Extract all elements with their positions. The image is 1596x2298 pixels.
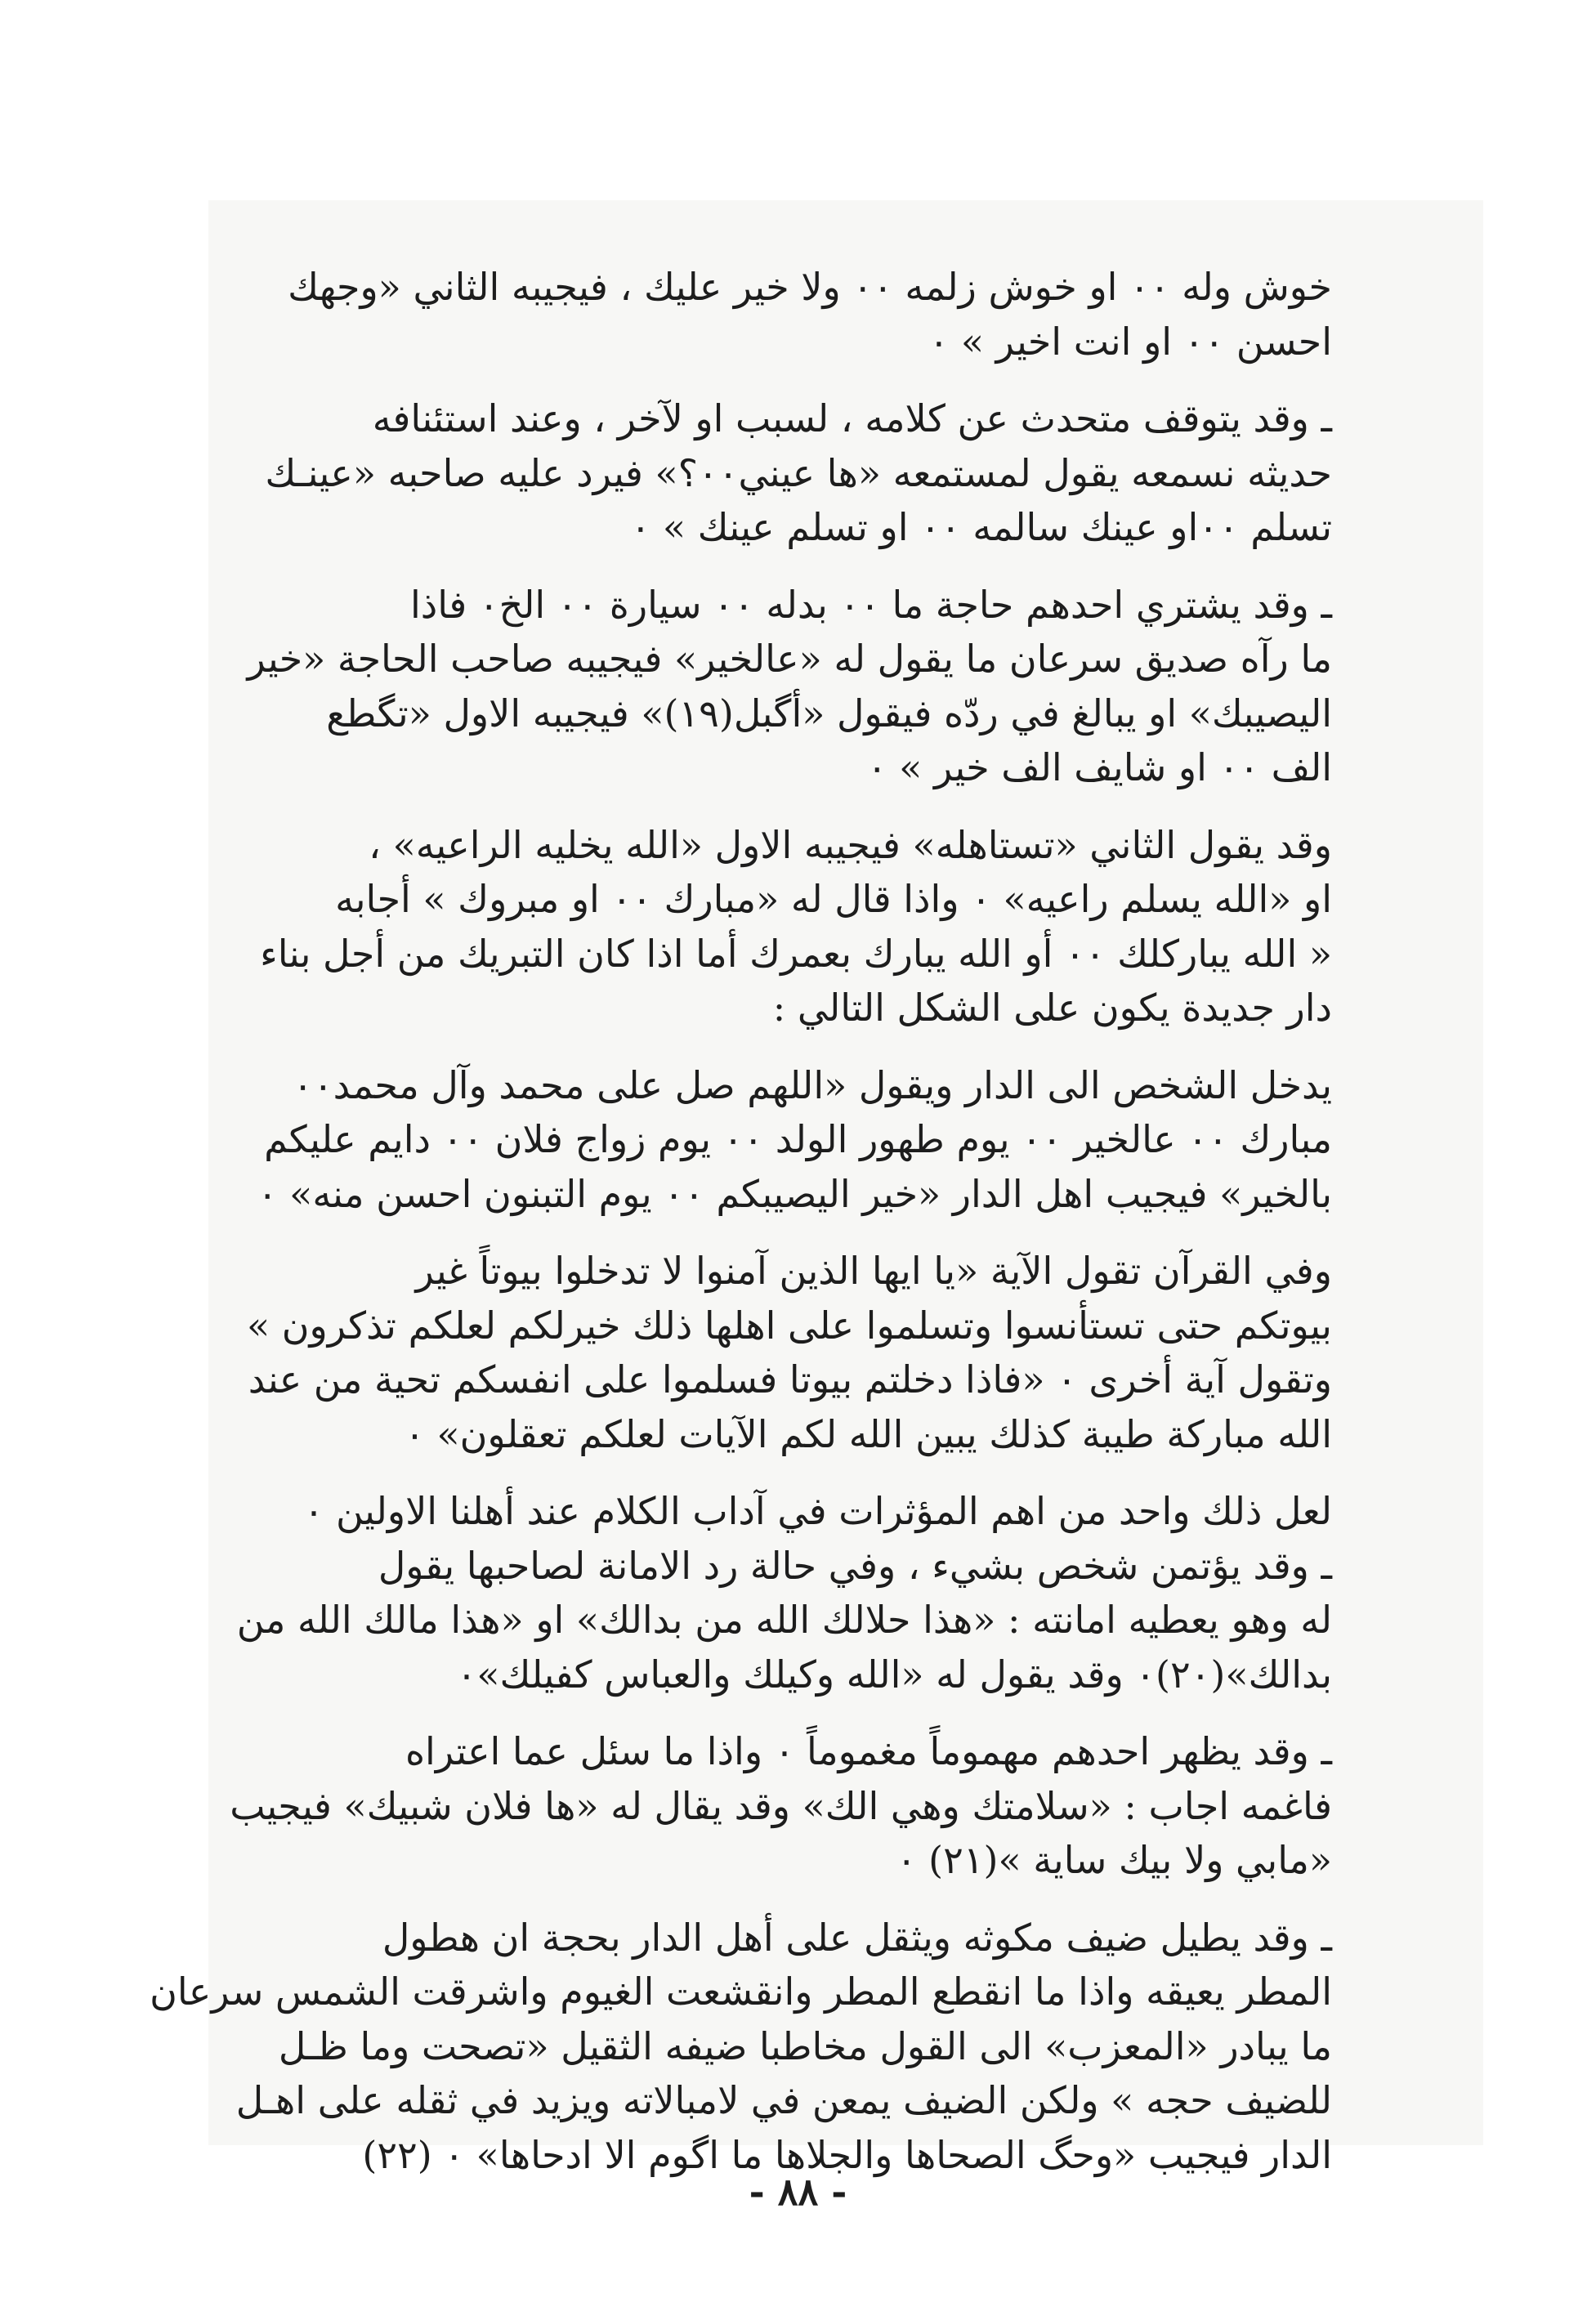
text-line: الله مباركة طيبة كذلك يبين الله لكم الآيات لعلكم تعقلون» ٠: [405, 1411, 1332, 1456]
paragraph-gap: [270, 795, 1332, 818]
text-line: ـ وقد يطيل ضيف مكوثه ويثقل على أهل الدار بحجة ان هطول: [382, 1915, 1332, 1960]
text-line: «مابي ولا بيك ساية »(٢١) ٠: [896, 1838, 1332, 1882]
text-line: وقد يقول الثاني «تستاهله» فيجيبه الاول «الله يخليه الراعيه» ،: [369, 822, 1332, 867]
text-line: بيوتكم حتى تستأنسوا وتسلموا على اهلها ذلك خيرلكم لعلكم تذكرون »: [246, 1303, 1332, 1348]
text-line: فاغمه اجاب : «سلامتك وهي الك» وقد يقال له «ها فلان شبيك» فيجيب: [230, 1783, 1332, 1828]
text-line: الدار فيجيب «وحگ الصحاها والجلاها ما اگوم الا ادحاها» ٠ (٢٢): [362, 2132, 1332, 2177]
text-line: مبارك ٠٠ عالخير ٠٠ يوم طهور الولد ٠٠ يوم زواج فلان ٠٠ دايم عليكم: [264, 1117, 1332, 1161]
text-line: اليصيبك» او يبالغ في ردّه فيقول «أگبل(١٩)» فيجيبه الاول «تگطع: [326, 691, 1332, 735]
text-line: وفي القرآن تقول الآية «يا ايها الذين آمنوا لا تدخلوا بيوتاً غير: [415, 1249, 1332, 1293]
paragraph-gap: [270, 369, 1332, 391]
paragraph: [270, 260, 1332, 369]
text-line: للضيف حجه » ولكن الضيف يمعن في لامبالاته ويزيد في ثقله على اهـل: [235, 2078, 1332, 2122]
paragraph: [236, 1539, 1332, 1702]
paragraph-gap: [270, 1461, 1332, 1484]
text-line: ما رآه صديق سرعان ما يقول له «عالخير» فيجيبه صاحب الحاجة «خير: [247, 637, 1332, 681]
paragraph-gap: [270, 1888, 1332, 1911]
text-line: بدالك»(٢٠)٠ وقد يقول له «الله وكيلك والعباس كفيلك»٠: [456, 1652, 1332, 1697]
text-line: تسلم ٠٠او عينك سالمه ٠٠ او تسلم عينك » ٠: [630, 505, 1332, 549]
text-line: يدخل الشخص الى الدار ويقول «اللهم صل على محمد وآل محمد٠٠: [293, 1062, 1332, 1107]
text-line: المطر يعيقه واذا ما انقطع المطر وانقشعت الغيوم واشرقت الشمس سرعان: [150, 1969, 1332, 2014]
text-line: حديثه نسمعه يقول لمستمعه «ها عيني٠٠؟» فيرد عليه صاحبه «عينـك: [265, 450, 1332, 495]
text-line: له وهو يعطيه امانته : «هذا حلالك الله من بدالك» او «هذا مالك الله من: [236, 1598, 1332, 1642]
text-line: او «الله يسلم راعيه» ٠ واذا قال له «مبارك ٠٠ او مبروك » أجابه: [335, 877, 1332, 921]
text-line: الف ٠٠ او شايف الف خير » ٠: [866, 745, 1332, 789]
paragraph-gap: [270, 1701, 1332, 1724]
text-line: دار جديدة يكون على الشكل التالي :: [772, 986, 1332, 1030]
body-text: [150, 260, 1332, 2182]
text-line: خوش وله ٠٠ او خوش زلمه ٠٠ ولا خير عليك ، فيجيبه الثاني «وجهك: [288, 265, 1332, 309]
paragraph-gap: [270, 1035, 1332, 1058]
paragraph: [257, 1058, 1332, 1222]
paragraph: [150, 1911, 1332, 2183]
text-line: لعل ذلك واحد من اهم المؤثرات في آداب الكلام عند أهلنا الاولين ٠: [303, 1489, 1332, 1533]
text-line: « الله يباركلك ٠٠ أو الله يبارك بعمرك أما اذا كان التبريك من أجل بناء: [260, 931, 1332, 976]
text-line: ـ وقد يشتري احدهم حاجة ما ٠٠ بدله ٠٠ سيارة ٠٠ الخ٠ فاذا: [410, 582, 1332, 627]
text-line: ـ وقد يؤتمن شخص بشيء ، وفي حالة رد الامانة لصاحبها يقول: [378, 1543, 1332, 1588]
paragraph: [270, 1484, 1332, 1539]
text-line: احسن ٠٠ او انت اخير » ٠: [928, 319, 1332, 364]
paragraph: [265, 391, 1332, 555]
text-line: بالخير» فيجيب اهل الدار «خير اليصيبكم ٠٠ يوم التبنون احسن منه» ٠: [257, 1171, 1332, 1216]
paragraph: [230, 1724, 1332, 1888]
text-line: وتقول آية أخرى ٠ «فاذا دخلتم بيوتا فسلموا على انفسكم تحية من عند: [248, 1357, 1332, 1402]
text-line: ما يبادر «المعزب» الى القول مخاطبا ضيفه الثقيل «تصحت وما ظـل: [278, 2023, 1332, 2068]
paragraph-gap: [270, 1221, 1332, 1244]
page-number: - ٨٨ -: [749, 2170, 847, 2214]
text-line: ـ وقد يظهر احدهم مهموماً مغموماً ٠ واذا ما سئل عما اعتراه: [405, 1729, 1332, 1773]
paragraph: [246, 1244, 1332, 1461]
text-line: ـ وقد يتوقف متحدث عن كلامه ، لسبب او لآخر ، وعند استئنافه: [372, 396, 1332, 440]
paragraph: [247, 578, 1332, 795]
paragraph-gap: [270, 555, 1332, 578]
paragraph: [260, 818, 1332, 1035]
